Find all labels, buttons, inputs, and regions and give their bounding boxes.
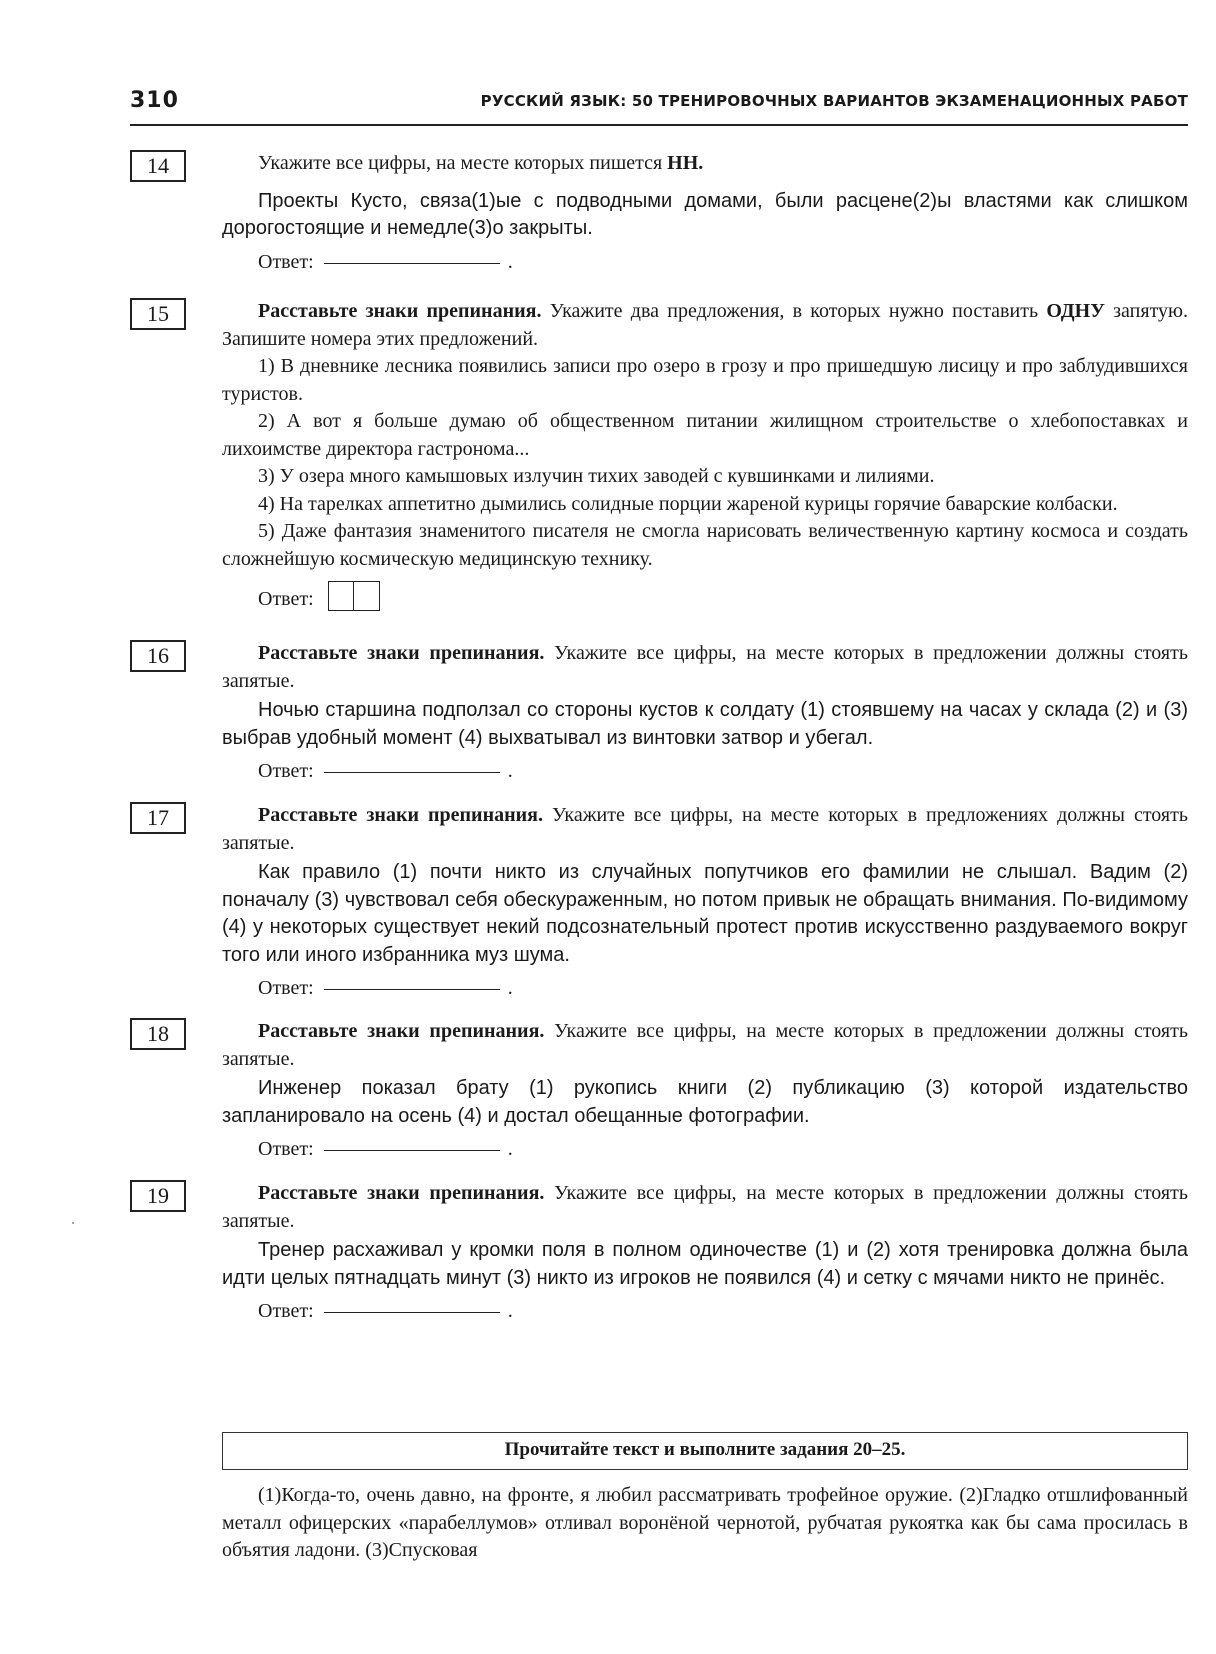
answer-box[interactable] xyxy=(354,581,380,611)
sentence-option: 1) В дневнике лесника появились записи про озеро в грозу и про пришедшую лисицу и про заблудившихся туристов. xyxy=(222,355,1188,405)
sentence-option: 3) У озера много камышовых излучин тихих заводей с кувшинками и лилиями. xyxy=(258,465,935,487)
task-number-box: 17 xyxy=(130,802,186,834)
answer-line[interactable] xyxy=(324,989,500,990)
task-text: Инженер показал брату (1) рукопись книги (2) публикацию (3) которой издательство запланировало на осень (4) и достал обещанные фотографии. xyxy=(222,1077,1188,1127)
sentence-option: 4) На тарелках аппетитно дымились солидные порции жареной курицы горячие баварские колбаски. xyxy=(258,492,1118,515)
task-number-box: 16 xyxy=(130,640,186,672)
task-text: Ночью старшина подползал со стороны кустов к солдату (1) стоявшему на часах у склада (2) и (3) выбрав удобный момент (4) выхватывал из винтовки затвор и убегал. xyxy=(222,699,1188,749)
answer-line[interactable] xyxy=(324,1150,500,1151)
answer-box[interactable] xyxy=(328,581,354,611)
task-number-box: 18 xyxy=(130,1018,186,1050)
running-title: РУССКИЙ ЯЗЫК: 50 ТРЕНИРОВОЧНЫХ ВАРИАНТОВ ЭКЗАМЕНАЦИОННЫХ РАБОТ xyxy=(480,92,1188,110)
task-prompt: Расставьте знаки препинания. Укажите два предложения, в которых нужно поставить ОДНУ запятую. Запишите номера этих предложений. xyxy=(222,300,1188,350)
answer-line[interactable] xyxy=(324,263,500,264)
task-text: Как правило (1) почти никто из случайных попутчиков его фамилии не слышал. Вадим (2) поначалу (3) чувствовал себя обескураженным, но потом привык не обращать внимания. По-видимому (4) у некоторых существует некий подсознательный протест против искусственно раздуваемого вокруг того или иного избранника муз шума. xyxy=(222,861,1188,966)
task-body xyxy=(222,640,1188,788)
reading-instruction: Прочитайте текст и выполните задания 20–25. xyxy=(222,1432,1188,1470)
task-number-box: 19 xyxy=(130,1180,186,1212)
answer-field[interactable]: Ответ: . xyxy=(258,1300,513,1322)
task-prompt: Укажите все цифры, на месте которых пишется НН. xyxy=(258,152,704,174)
task-body xyxy=(222,150,1188,279)
page-number: 310 xyxy=(130,88,179,113)
task-prompt: Расставьте знаки препинания. Укажите все цифры, на месте которых в предложении должны стоять запятые. xyxy=(222,1020,1188,1070)
task-text: Тренер расхаживал у кромки поля в полном одиночестве (1) и (2) хотя тренировка должна была идти целых пятнадцать минут (3) никто из игроков не появился (4) и сетку с мячами никто не принёс. xyxy=(222,1239,1188,1289)
task-number-box: 15 xyxy=(130,298,186,330)
answer-field[interactable]: Ответ: . xyxy=(258,250,513,273)
answer-boxes[interactable] xyxy=(328,581,380,617)
answer-field[interactable]: Ответ: xyxy=(258,581,1188,609)
answer-field[interactable]: Ответ: . xyxy=(258,1138,513,1160)
task-prompt: Расставьте знаки препинания. Укажите все цифры, на месте которых в предложениях должны стоять запятые. xyxy=(222,804,1188,854)
task-body xyxy=(222,802,1188,1005)
task-number-box: 14 xyxy=(130,150,186,182)
task-body xyxy=(222,1180,1188,1328)
task-body xyxy=(222,1018,1188,1166)
task-body xyxy=(222,298,1188,609)
task-prompt: Расставьте знаки препинания. Укажите все цифры, на месте которых в предложении должны стоять запятые. xyxy=(222,642,1188,692)
task-text: Проекты Кусто, связа(1)ые с подводными домами, были расцене(2)ы властями как слишком дорогостоящие и немедле(3)о закрыты. xyxy=(222,189,1188,239)
answer-field[interactable]: Ответ: . xyxy=(258,760,513,782)
sentence-option: 2) А вот я больше думаю об общественном питании жилищном строительстве о хлебопоставках и лихоимстве директора гастронома... xyxy=(222,410,1188,460)
margin-speck xyxy=(72,1222,74,1224)
page-header xyxy=(130,88,1188,126)
task-prompt: Расставьте знаки препинания. Укажите все цифры, на месте которых в предложении должны стоять запятые. xyxy=(222,1182,1188,1232)
answer-line[interactable] xyxy=(324,772,500,773)
sentence-option: 5) Даже фантазия знаменитого писателя не смогла нарисовать величественную картину космоса и создать сложнейшую космическую медицинскую технику. xyxy=(222,520,1188,570)
reading-text: (1)Когда-то, очень давно, на фронте, я любил рассматривать трофейное оружие. (2)Гладко отшлифованный металл офицерских «парабеллумов» отливал воронёной чернотой, рубчатая рукоятка как бы сама просилась в объятия ладони. (3)Спусковая xyxy=(222,1484,1188,1561)
answer-field[interactable]: Ответ: . xyxy=(258,977,513,999)
answer-line[interactable] xyxy=(324,1312,500,1313)
